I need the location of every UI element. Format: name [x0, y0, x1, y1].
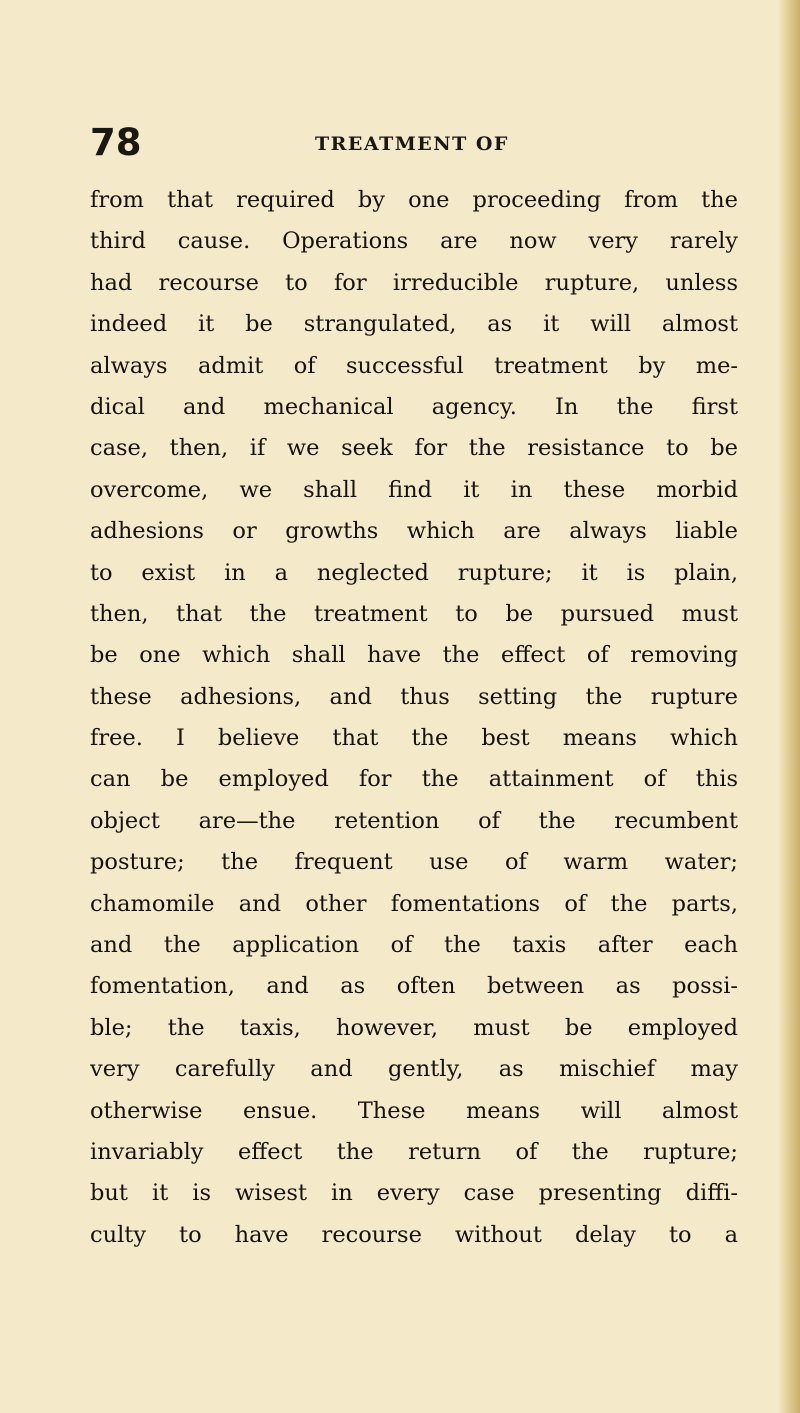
- text-line: had recourse to for irreducible rupture, unless: [90, 269, 738, 296]
- text-line: culty to have recourse without delay to a: [90, 1221, 738, 1248]
- text-line: to exist in a neglected rupture; it is plain,: [90, 559, 738, 586]
- text-line: fomentation, and as often between as possi-: [90, 973, 738, 1000]
- text-line: invariably effect the return of the rupture;: [90, 1138, 738, 1165]
- text-line: then, that the treatment to be pursued must: [90, 600, 738, 627]
- text-line: ble; the taxis, however, must be employed: [90, 1014, 738, 1041]
- text-line: posture; the frequent use of warm water;: [90, 849, 738, 876]
- text-line: third cause. Operations are now very rarely: [90, 228, 738, 255]
- text-line: always admit of successful treatment by me-: [90, 352, 738, 379]
- text-line: adhesions or growths which are always liable: [90, 518, 738, 545]
- text-line: object are—the retention of the recumbent: [90, 807, 738, 834]
- text-line: these adhesions, and thus setting the rupture: [90, 683, 738, 710]
- text-line: case, then, if we seek for the resistance to be: [90, 435, 738, 462]
- text-line: from that required by one proceeding from the: [90, 187, 738, 213]
- page-number: 78: [90, 121, 142, 164]
- running-head-title: TREATMENT OF: [315, 133, 509, 155]
- text-line: very carefully and gently, as mischief may: [90, 1056, 738, 1083]
- text-line: but it is wisest in every case presenting diffi-: [90, 1180, 738, 1207]
- text-line: chamomile and other fomentations of the parts,: [90, 890, 738, 917]
- text-line: dical and mechanical agency. In the first: [90, 393, 738, 420]
- text-line: can be employed for the attainment of this: [90, 766, 738, 793]
- running-head: [90, 118, 738, 168]
- text-line: and the application of the taxis after each: [90, 932, 738, 959]
- text-line: be one which shall have the effect of removing: [90, 642, 738, 669]
- page-edge-shadow: [778, 0, 800, 1413]
- text-line: overcome, we shall find it in these morbid: [90, 476, 738, 503]
- text-line: otherwise ensue. These means will almost: [90, 1097, 738, 1124]
- body-text: [90, 180, 738, 1256]
- text-line: indeed it be strangulated, as it will almost: [90, 311, 738, 338]
- text-line: free. I believe that the best means which: [90, 725, 738, 752]
